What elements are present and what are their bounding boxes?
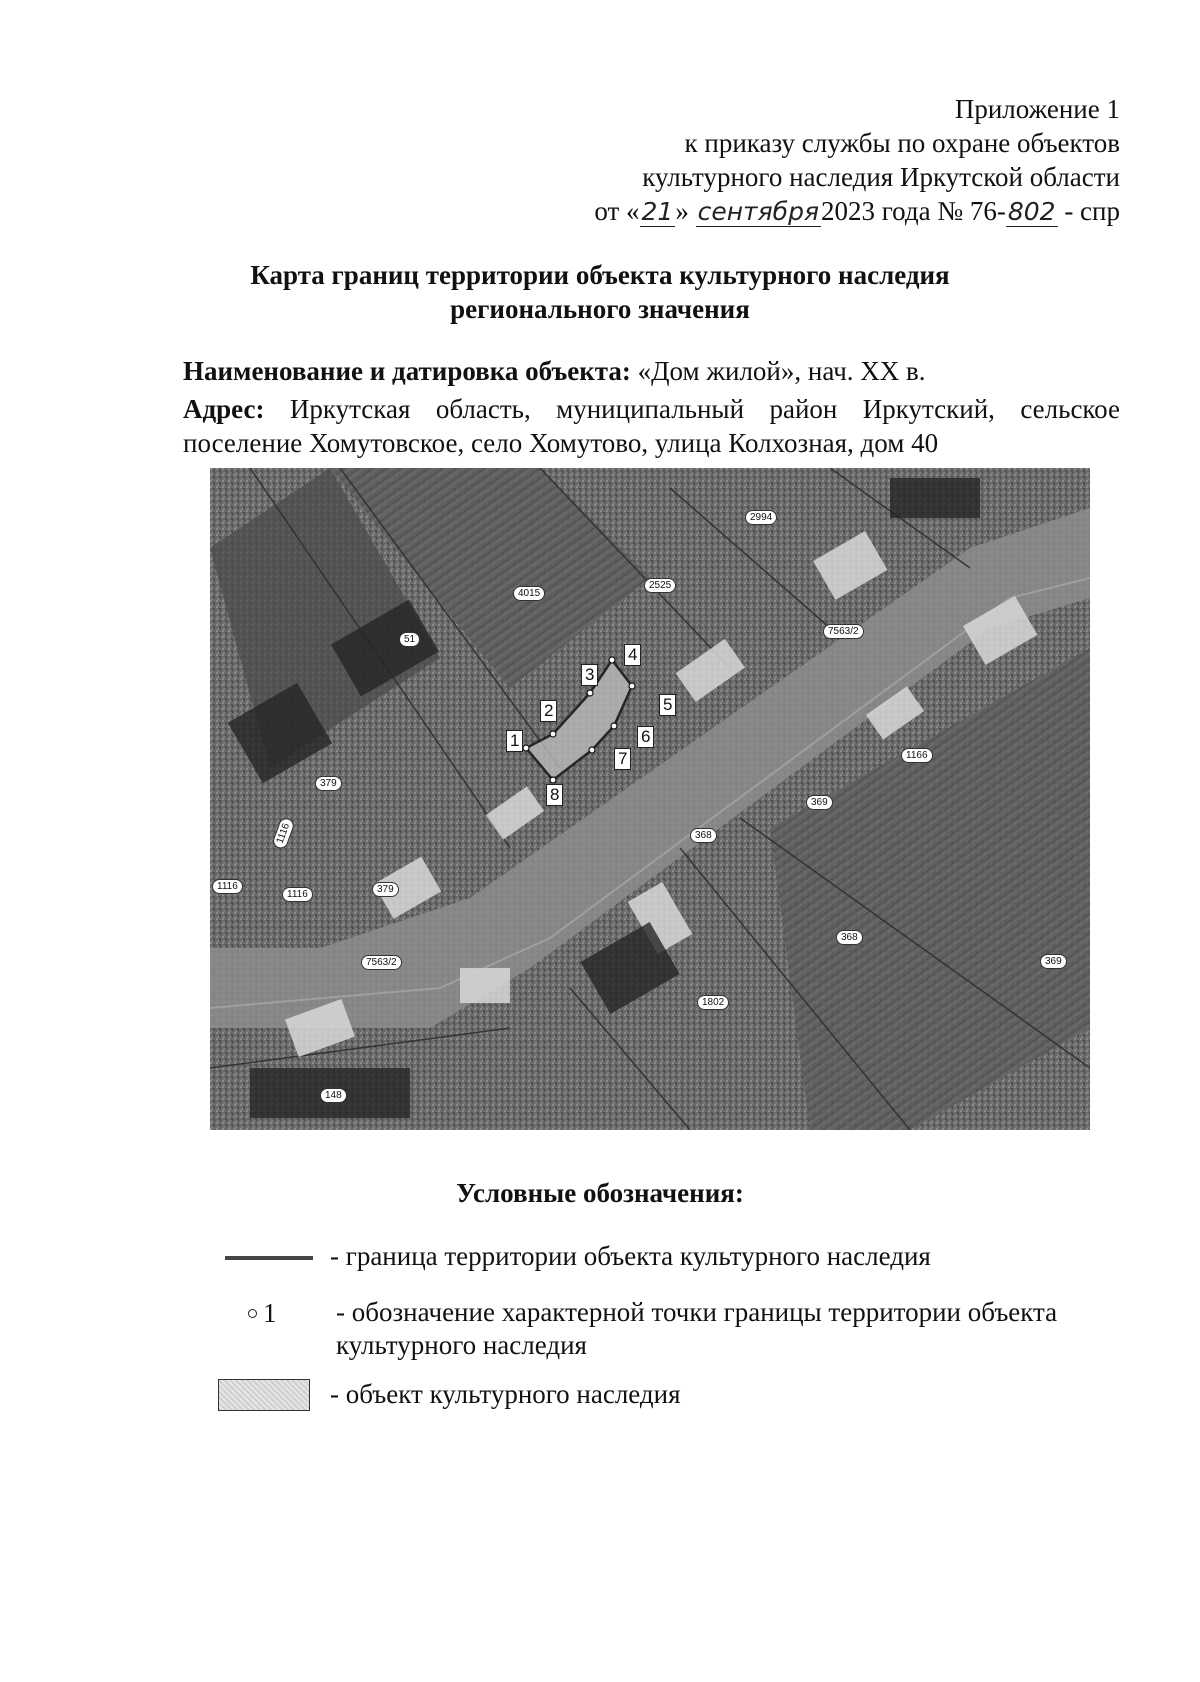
- appendix-order-ref: к приказу службы по охране объектов: [684, 128, 1120, 158]
- legend-point-desc: [336, 1296, 1057, 1362]
- parcel-label: 2994: [745, 510, 777, 525]
- legend-point-number: 1: [263, 1298, 277, 1328]
- address-label: Адрес:: [183, 394, 265, 424]
- document-title: [0, 258, 1200, 326]
- parcel-label: 368: [690, 828, 717, 843]
- appendix-authority: культурного наследия Иркутской области: [642, 162, 1120, 192]
- appendix-header: [594, 92, 1120, 229]
- address-value: Иркутская область, муниципальный район Иркутский, сельское поселение Хомутовское, село Хомутово, улица Колхозная, дом 40: [183, 394, 1120, 458]
- map-image: [210, 468, 1090, 1130]
- title-line-2: регионального значения: [450, 294, 750, 324]
- parcel-label: 368: [836, 930, 863, 945]
- parcel-label: 379: [315, 776, 342, 791]
- boundary-map: [210, 468, 1090, 1130]
- point-label-1: 1: [506, 730, 523, 752]
- legend-boundary-text: - граница территории объекта культурного наследия: [330, 1241, 931, 1271]
- point-label-4: 4: [624, 644, 641, 666]
- date-prefix: от «: [594, 196, 640, 226]
- appendix-date-line: [594, 194, 1120, 229]
- parcel-label: 379: [372, 882, 399, 897]
- object-name-label: Наименование и датировка объекта:: [183, 356, 631, 386]
- point-label-3: 3: [581, 664, 598, 686]
- legend-point-swatch: [248, 1309, 257, 1318]
- object-address: [183, 392, 1120, 460]
- parcel-label: 7563/2: [823, 624, 864, 639]
- legend-object-text: - объект культурного наследия: [330, 1379, 681, 1409]
- date-mid: »: [675, 196, 689, 226]
- legend-point-desc-line-1: - обозначение характерной точки границы территории объекта: [336, 1297, 1058, 1327]
- point-label-7: 7: [614, 748, 631, 770]
- legend-boundary-swatch: [225, 1256, 313, 1260]
- parcel-label: 369: [1040, 954, 1067, 969]
- parcel-label: 51: [399, 632, 420, 647]
- parcel-label: 1802: [697, 995, 729, 1010]
- legend-point-desc-line-2: культурного наследия: [336, 1330, 587, 1360]
- date-month-handwritten: сентября: [697, 197, 819, 226]
- date-year: 2023 года № 76-: [820, 196, 1006, 226]
- object-name-line: [183, 354, 1120, 388]
- parcel-label: 4015: [513, 586, 545, 601]
- parcel-label: 148: [320, 1088, 347, 1103]
- parcel-label: 1166: [901, 748, 933, 763]
- point-label-2: 2: [540, 700, 557, 722]
- parcel-label: 7563/2: [361, 955, 402, 970]
- parcel-label: 1116: [282, 887, 313, 902]
- point-label-8: 8: [546, 784, 563, 806]
- parcel-label: 369: [806, 795, 833, 810]
- parcel-label: 1116: [212, 879, 243, 894]
- date-day-handwritten: 21: [641, 197, 674, 226]
- object-name-value: «Дом жилой», нач. XX в.: [637, 356, 926, 386]
- title-line-1: Карта границ территории объекта культурного наследия: [250, 260, 950, 290]
- point-label-5: 5: [659, 694, 676, 716]
- legend-object-swatch: [218, 1379, 310, 1411]
- order-suffix: - спр: [1064, 196, 1120, 226]
- parcel-label: 1116: [271, 816, 296, 850]
- parcel-label: 2525: [644, 578, 676, 593]
- legend-title: Условные обозначения:: [456, 1178, 744, 1208]
- order-number-handwritten: 802: [1007, 197, 1056, 226]
- point-label-6: 6: [637, 726, 654, 748]
- appendix-title: Приложение 1: [954, 94, 1120, 124]
